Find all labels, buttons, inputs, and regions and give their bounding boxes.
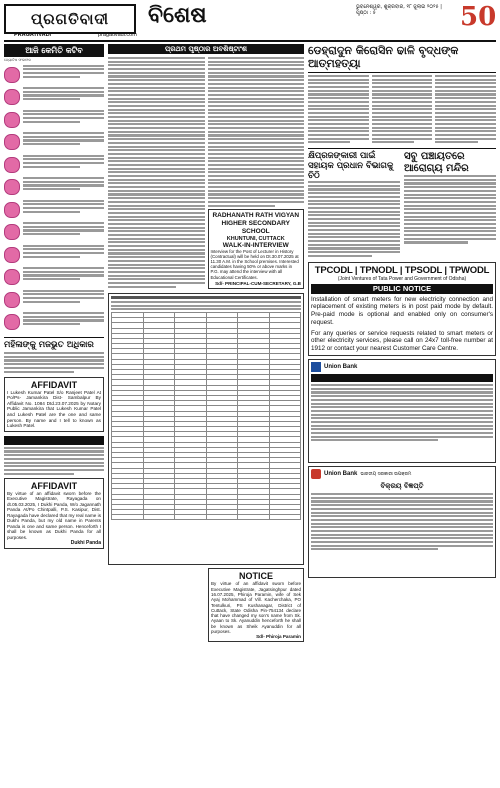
- school-walkin: WALK-IN-INTERVIEW: [222, 241, 289, 249]
- list-item: [4, 267, 104, 288]
- list-item: [4, 245, 104, 266]
- list-item: [4, 312, 104, 333]
- masthead-rule: [4, 40, 496, 42]
- affidavit-title: AFFIDAVIT: [30, 379, 78, 390]
- section-title: ବିଶେଷ: [148, 2, 207, 28]
- zodiac-icon: [4, 247, 20, 263]
- center-column: [108, 44, 304, 784]
- article: [404, 151, 496, 258]
- zodiac-icon: [4, 89, 20, 105]
- zodiac-icon: [4, 292, 20, 308]
- list-item: [4, 110, 104, 131]
- list-item: [4, 132, 104, 153]
- public-notice-paragraph: For any queries or service requests related to smart meters or other electricity services, please call on 24x7 toll-free number at 1912 or contact your nearest Customer Care Centre.: [311, 329, 493, 353]
- article-headline: କ୍ଷିପ୍ରଜଙ୍କାରୀ ପାଇଁ ସହାୟକ ପ୍ରଧାନ ବିଭାଗକୁ ଚିଠି: [308, 151, 394, 182]
- affidavit-title: AFFIDAVIT: [30, 480, 78, 491]
- article-headline: ଡେହ୍ରାଦୁନ କିରୋସିନ ଢାଳି ବୃଦ୍ଧଙ୍କ ଆତ୍ମହତ୍ୟା: [308, 44, 496, 73]
- school-signature: Sd/- PRINCIPAL-CUM-SECRETARY, G.B: [215, 280, 301, 286]
- list-item: [4, 65, 104, 86]
- zodiac-icon: [4, 269, 20, 285]
- mid-articles: [308, 148, 496, 258]
- right-column: [308, 44, 496, 784]
- school-body: Interview for the Post of Lecturer in History (Contractual) will be held on Dt.30.07.2025 at 11.30 A.M. in the School premises. Interested candidates having 50% or above marks in P.G. may attend the interview with all Educational Certificates.: [210, 248, 299, 280]
- story-column: [108, 57, 205, 289]
- zodiac-icon: [4, 112, 20, 128]
- notice-heading: [4, 436, 104, 445]
- bank-notice-heading: [311, 374, 493, 382]
- sale-notice-title: ବିକ୍ରୟ ବିଜ୍ଞପ୍ତି: [380, 481, 424, 491]
- affidavit-box: [4, 377, 104, 432]
- zodiac-icon: [4, 202, 20, 218]
- union-bank-logo-icon: [311, 469, 321, 479]
- anniversary-number: 50: [460, 2, 497, 32]
- notice-title: NOTICE: [238, 571, 273, 582]
- continued-stories: [108, 57, 304, 289]
- notice-body: [4, 447, 104, 475]
- list-item: [4, 222, 104, 243]
- list-item: [4, 177, 104, 198]
- article-headline: ମହିଳାଙ୍କୁ ମଜଭୁତ ଅଧିକାର: [4, 337, 104, 350]
- list-item: [4, 200, 104, 221]
- article-body: [308, 75, 496, 145]
- zodiac-icon: [4, 157, 20, 173]
- list-item: [4, 87, 104, 108]
- tata-power-notice: [308, 262, 496, 357]
- affidavit-box: [4, 478, 104, 550]
- zodiac-icon: [4, 67, 20, 83]
- bank-logo-icon: [311, 362, 321, 372]
- anniversary-logo: [460, 2, 496, 36]
- site-url[interactable]: pragativadi.com: [98, 32, 137, 38]
- zodiac-icon: [4, 314, 20, 330]
- zodiac-icon: [4, 134, 20, 150]
- newspaper-logo: ପ୍ରଗତିବାଦୀ: [4, 4, 136, 34]
- list-item: [4, 290, 104, 311]
- bank-name: Union Bank: [324, 471, 358, 478]
- logo-subtitle: PRAGATIVADI: [14, 32, 52, 38]
- continued-banner: ପ୍ରଥମ ପୃଷ୍ଠାର ଅବଶିଷ୍ଟାଂଶ: [108, 44, 304, 54]
- tp-subtitle: (Joint Ventures of Tata Power and Government of Odisha): [337, 275, 467, 282]
- school-place: KHUNTUNI, CUTTACK: [226, 235, 285, 242]
- list-item: [4, 155, 104, 176]
- bank-tagline: ଭାରତୀୟ ସରକାରୀ ଉପକ୍ରମ: [360, 472, 412, 478]
- school-title: RADHANATH RATH VIGYAN HIGHER SECONDARY SCHOOL: [212, 211, 300, 235]
- tp-banner: TPCODL | TPNODL | TPSODL | TPWODL: [314, 264, 490, 276]
- article: [308, 151, 400, 258]
- article-headline: ସବୁ ପଞ୍ଚାୟତରେ ଆରୋଗ୍ୟ ମନ୍ଦିର: [404, 151, 469, 175]
- school-advertisement: [208, 209, 305, 289]
- article-body: [4, 352, 104, 373]
- tender-notice: [108, 293, 304, 565]
- notice-signature: Sd/- Phiroja Paramin: [256, 634, 301, 640]
- public-notice-paragraph: Installation of smart meters for new electricity connection and replacement of existing meters is in post paid mode by default. Pre-paid mode is optional and enabled only on consumer's request.: [311, 295, 493, 326]
- affidavit-body: By virtue of an affidavit sworn before the Executive Magistrate, Rayagada on dt.05.03.2025, I Dukhi Panda, W/o Jagannath Panda At/Po Chintpalli, P.S. Kasipur, Dist. Rayagada have declared that my real name is Dukhi Panda, but my old name in Parents Panda is one and same person. Henceforth I shall be known as Dukhi Panda for all purposes.: [7, 490, 101, 540]
- dateline: ଭୁବନେଶ୍ୱର, ଶୁକ୍ରବାର, ୧୮ ଜୁଲାଇ ୨୦୨୫ | ପୃଷ୍ଠା : ୫: [356, 4, 442, 16]
- sale-notice: [308, 466, 496, 578]
- horoscope-heading: ଆଜି କେମିତି କଟିବ: [4, 44, 104, 57]
- story-column: [208, 57, 305, 289]
- tender-table: [111, 312, 301, 521]
- zodiac-icon: [4, 224, 20, 240]
- affidavit-body: I Lukesh Kumar Patel S/o Ranjeet Patel At Po/Ps- Jamankira Dist- Sambalpur By Affidavit No. 1084 Dtd.23.07.2025 by Notary Public Jamankira that Lukesh Kumar Patel and Lukesh Patel are the one and same person. By name and I tell to known as Lukesh Patel.: [7, 389, 101, 429]
- affidavit-signature: Dukhi Panda: [70, 540, 101, 547]
- notice-body: By virtue of an affidavit sworn before Executive Magistrate, Jagatsinghpur dated 16.07.2025, Phiroja Paramin, wife of Sek Ayaj Mohammad of Vill. Kacherchaka, PO Tentulkuri, PS Kushanagar, District of Cuttack, State Odisha Pin-754134 declare that have changed my son's name from Sk. Ayaan to Sk. Ayanuddin henceforth he shall be known as Sheik Ayanuddin for all purposes.: [211, 581, 301, 634]
- public-notice-title: PUBLIC NOTICE: [311, 284, 493, 294]
- bank-notice: [308, 359, 496, 463]
- left-column: [4, 44, 104, 784]
- horoscope-list: [4, 65, 104, 334]
- name-change-notice: [208, 568, 304, 642]
- zodiac-icon: [4, 179, 20, 195]
- horoscope-subheading: ଜ୍ୟୋତିଷ ଫଳାଫଳ: [4, 58, 31, 62]
- bank-name: Union Bank: [324, 364, 358, 371]
